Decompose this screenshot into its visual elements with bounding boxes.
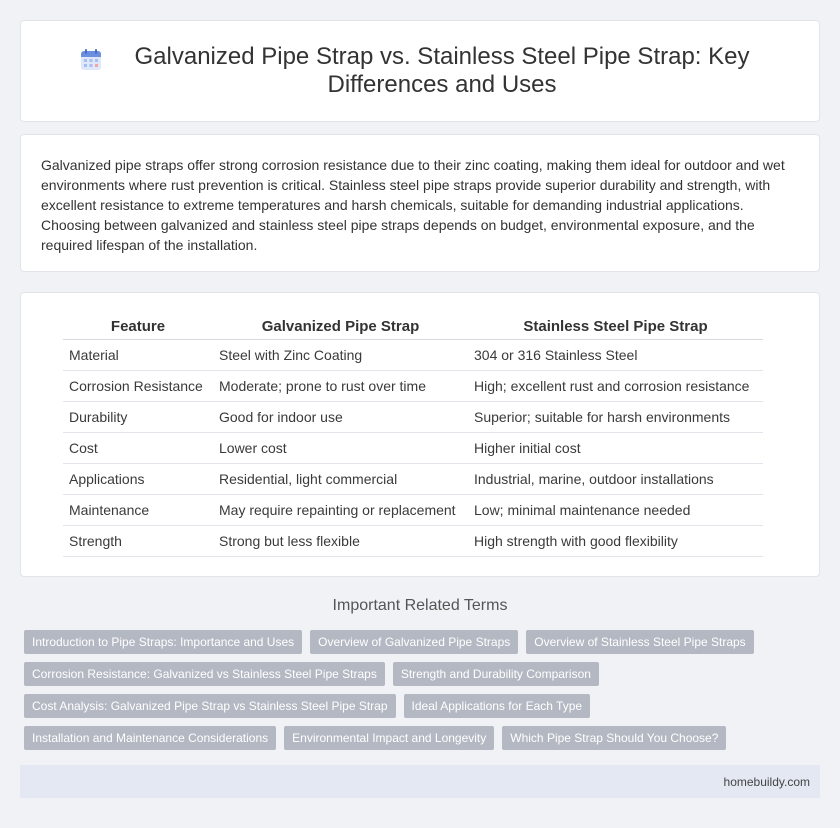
footer xyxy=(20,765,820,798)
related-term-link[interactable]: Corrosion Resistance: Galvanized vs Stainless Steel Pipe Straps xyxy=(24,662,385,686)
related-term-link[interactable]: Environmental Impact and Longevity xyxy=(284,726,494,750)
table-row xyxy=(63,371,763,402)
stainless-cell: High; excellent rust and corrosion resistance xyxy=(468,371,763,402)
galvanized-cell: Moderate; prone to rust over time xyxy=(213,371,468,402)
page-title: Galvanized Pipe Strap vs. Stainless Steel Pipe Strap: Key Differences and Uses xyxy=(134,43,750,98)
table-row xyxy=(63,433,763,464)
header-galvanized: Galvanized Pipe Strap xyxy=(213,315,468,340)
title-card xyxy=(20,20,820,122)
related-term-link[interactable]: Installation and Maintenance Considerations xyxy=(24,726,276,750)
intro-card xyxy=(20,134,820,272)
galvanized-cell: Steel with Zinc Coating xyxy=(213,340,468,371)
stainless-cell: High strength with good flexibility xyxy=(468,526,763,557)
footer-site-link[interactable]: homebuildy.com xyxy=(723,774,810,789)
galvanized-cell: Strong but less flexible xyxy=(213,526,468,557)
related-term-link[interactable]: Introduction to Pipe Straps: Importance and Uses xyxy=(24,630,302,654)
intro-paragraph: Galvanized pipe straps offer strong corrosion resistance due to their zinc coating, making them ideal for outdoor and wet environments where rust prevention is critical. Stainless steel pipe straps provide superior durability and strength, with excellent resistance to extreme temperatures and harsh chemicals, suitable for demanding industrial applications. Choosing between galvanized and stainless steel pipe straps depends on budget, environmental exposure, and the required lifespan of the installation. xyxy=(41,157,785,253)
calendar-icon xyxy=(80,49,102,71)
stainless-cell: 304 or 316 Stainless Steel xyxy=(468,340,763,371)
related-term-link[interactable]: Overview of Stainless Steel Pipe Straps xyxy=(526,630,753,654)
feature-cell: Cost xyxy=(63,433,213,464)
comparison-table xyxy=(63,315,763,557)
galvanized-cell: Lower cost xyxy=(213,433,468,464)
table-row xyxy=(63,495,763,526)
galvanized-cell: Residential, light commercial xyxy=(213,464,468,495)
table-row xyxy=(63,526,763,557)
related-terms-section xyxy=(20,596,820,758)
related-terms-list xyxy=(20,630,820,758)
feature-cell: Strength xyxy=(63,526,213,557)
related-term-link[interactable]: Which Pipe Strap Should You Choose? xyxy=(502,726,726,750)
stainless-cell: Higher initial cost xyxy=(468,433,763,464)
related-term-link[interactable]: Ideal Applications for Each Type xyxy=(404,694,591,718)
header-stainless: Stainless Steel Pipe Strap xyxy=(468,315,763,340)
feature-cell: Maintenance xyxy=(63,495,213,526)
related-term-link[interactable]: Cost Analysis: Galvanized Pipe Strap vs Stainless Steel Pipe Strap xyxy=(24,694,396,718)
table-row xyxy=(63,464,763,495)
related-terms-title: Important Related Terms xyxy=(332,597,508,614)
table-header-row xyxy=(63,315,763,340)
stainless-cell: Low; minimal maintenance needed xyxy=(468,495,763,526)
related-term-link[interactable]: Overview of Galvanized Pipe Straps xyxy=(310,630,518,654)
table-row xyxy=(63,340,763,371)
header-feature: Feature xyxy=(63,315,213,340)
feature-cell: Material xyxy=(63,340,213,371)
table-row xyxy=(63,402,763,433)
stainless-cell: Superior; suitable for harsh environments xyxy=(468,402,763,433)
feature-cell: Corrosion Resistance xyxy=(63,371,213,402)
stainless-cell: Industrial, marine, outdoor installations xyxy=(468,464,763,495)
galvanized-cell: May require repainting or replacement xyxy=(213,495,468,526)
galvanized-cell: Good for indoor use xyxy=(213,402,468,433)
feature-cell: Applications xyxy=(63,464,213,495)
comparison-card xyxy=(20,292,820,577)
related-term-link[interactable]: Strength and Durability Comparison xyxy=(393,662,599,686)
feature-cell: Durability xyxy=(63,402,213,433)
